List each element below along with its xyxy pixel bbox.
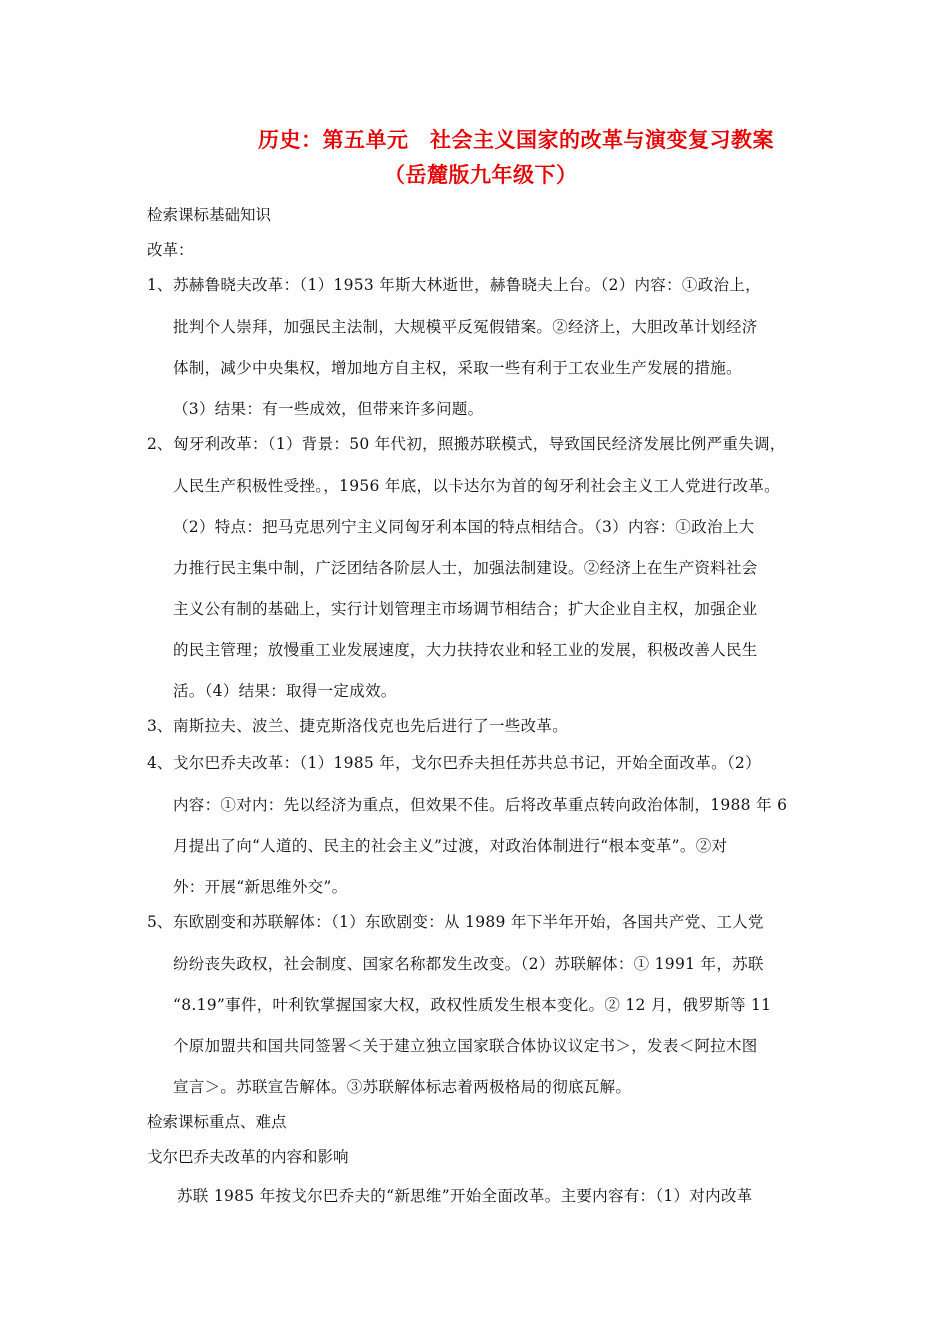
list-item-number: 5、: [147, 913, 173, 931]
list-item-line: 的民主管理；放慢重工业发展速度，大力扶持农业和轻工业的发展，积极改善人民生: [173, 641, 758, 659]
subheading-gorbachev: 戈尔巴乔夫改革的内容和影响: [147, 1148, 349, 1166]
section-heading-basics: 检索课标基础知识: [147, 206, 272, 224]
list-item-number: 3、: [147, 717, 173, 735]
section-heading-key-points: 检索课标重点、难点: [147, 1113, 287, 1131]
list-item-line: 内容：①对内：先以经济为重点，但效果不佳。后将改革重点转向政治体制，1988 年 6: [173, 796, 788, 814]
list-item-line: 批判个人崇拜，加强民主法制，大规模平反冤假错案。②经济上，大胆改革计划经济: [173, 318, 758, 336]
list-item-line: 个原加盟共和国共同签署＜关于建立独立国家联合体协议议定书＞，发表＜阿拉木图: [173, 1037, 758, 1055]
list-item-line: （3）结果：有一些成效，但带来许多问题。: [173, 400, 484, 418]
list-item-line: 主义公有制的基础上，实行计划管理主市场调节相结合；扩大企业自主权，加强企业: [173, 600, 758, 618]
subheading-reform: 改革：: [147, 241, 194, 259]
list-item-line: 苏赫鲁晓夫改革：（1）1953 年斯大林逝世，赫鲁晓夫上台。（2）内容：①政治上，: [173, 276, 761, 294]
list-item-line: 匈牙利改革：（1）背景：50 年代初，照搬苏联模式，导致国民经济发展比例严重失调，: [173, 435, 786, 453]
list-item-line: 活。（4）结果：取得一定成效。: [173, 682, 397, 700]
list-item-number: 1、: [147, 276, 173, 294]
list-item-line: 纷纷丧失政权，社会制度、国家名称都发生改变。（2）苏联解体：① 1991 年，苏联: [173, 955, 764, 973]
list-item-line: 体制，减少中央集权，增加地方自主权，采取一些有利于工农业生产发展的措施。: [173, 359, 742, 377]
document-title: 历史：第五单元 社会主义国家的改革与演变复习教案: [258, 127, 774, 152]
document-subtitle: （岳麓版九年级下）: [384, 162, 578, 187]
list-item-line: 人民生产积极性受挫。，1956 年底，以卡达尔为首的匈牙利社会主义工人党进行改革。: [173, 477, 780, 495]
list-item-line: 东欧剧变和苏联解体：（1）东欧剧变：从 1989 年下半年开始，各国共产党、工人党: [173, 913, 764, 931]
list-item-line: 宣言＞。苏联宣告解体。③苏联解体标志着两极格局的彻底瓦解。: [173, 1078, 632, 1096]
list-item-line: 月提出了向“人道的、民主的社会主义”过渡，对政治体制进行“根本变革”。②对: [173, 837, 728, 855]
list-item-line: 外：开展“新思维外交”。: [173, 878, 348, 896]
list-item-line: “8.19”事件，叶利钦掌握国家大权，政权性质发生根本变化。② 12 月，俄罗斯等 11: [173, 996, 772, 1014]
list-item-line: （2）特点：把马克思列宁主义同匈牙利本国的特点相结合。（3）内容：①政治上大: [173, 518, 755, 536]
list-item-number: 2、: [147, 435, 173, 453]
list-item-line: 南斯拉夫、波兰、捷克斯洛伐克也先后进行了一些改革。: [173, 717, 569, 735]
list-item-number: 4、: [147, 754, 173, 772]
paragraph-text: 苏联 1985 年按戈尔巴乔夫的“新思维”开始全面改革。主要内容有：（1）对内改革: [177, 1187, 753, 1205]
list-item-line: 力推行民主集中制，广泛团结各阶层人士，加强法制建设。②经济上在生产资料社会: [173, 559, 758, 577]
list-item-line: 戈尔巴乔夫改革：（1）1985 年，戈尔巴乔夫担任苏共总书记，开始全面改革。（2）: [173, 754, 761, 772]
